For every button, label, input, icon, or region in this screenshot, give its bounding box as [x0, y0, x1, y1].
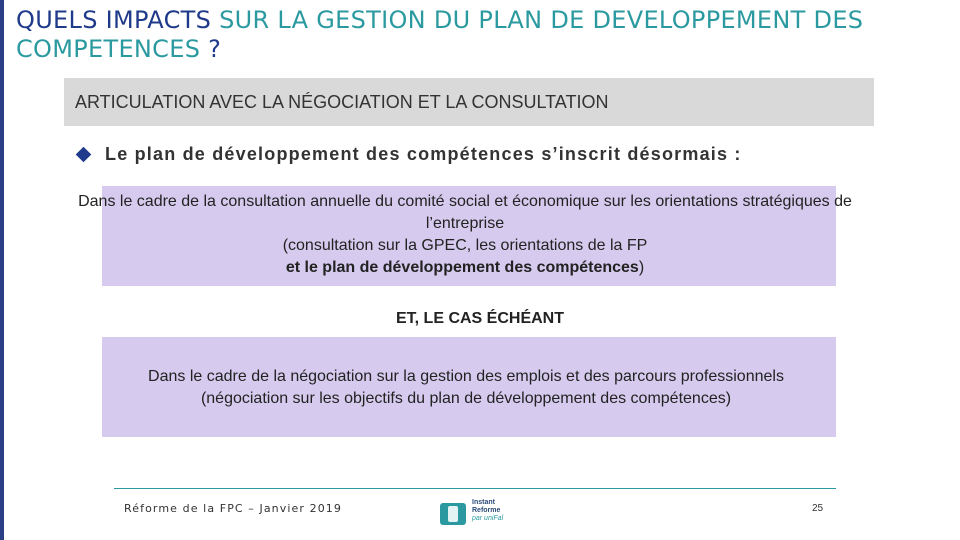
negotiation-text: [50, 366, 882, 410]
section-heading-band: [64, 78, 874, 126]
connector-text: ET, LE CAS ÉCHÉANT: [395, 310, 564, 327]
title-part-2: SUR LA GESTION DU PLAN DE DEVELOPPEMENT DES COMPETENCES: [16, 6, 864, 63]
page-number: 25: [812, 503, 824, 514]
logo-mark-icon: [440, 503, 466, 525]
consultation-line-2: (consultation sur la GPEC, les orientations de la FP: [282, 237, 648, 254]
consultation-line-3-end: ): [638, 259, 645, 276]
title-part-1: QUELS IMPACTS: [16, 6, 220, 34]
logo-line-2: Reforme: [472, 507, 501, 514]
diamond-bullet-icon: [76, 146, 92, 162]
negotiation-line-1: Dans le cadre de la négociation sur la gestion des emplois et des parcours professionnels: [148, 368, 784, 385]
bullet-text: Le plan de développement des compétences s’inscrit désormais :: [105, 143, 742, 164]
consultation-line-1: Dans le cadre de la consultation annuelle du comité social et économique sur les orientations stratégiques de l’entreprise: [78, 193, 852, 232]
negotiation-line-2: (négociation sur les objectifs du plan de développement des compétences): [200, 390, 732, 407]
logo-line-3: par uniFal: [472, 515, 504, 522]
slide-title: [16, 6, 916, 64]
footer-divider: [114, 488, 836, 489]
section-heading: ARTICULATION AVEC LA NÉGOCIATION ET LA CONSULTATION: [75, 92, 609, 112]
footer-text: Réforme de la FPC – Janvier 2019: [124, 502, 343, 515]
consultation-line-3: [60, 257, 870, 279]
left-accent-bar: [0, 0, 4, 540]
consultation-text: [60, 191, 870, 279]
instant-reforme-logo: [440, 498, 510, 528]
title-part-3: ?: [200, 35, 222, 63]
logo-wordmark: [472, 499, 503, 523]
bullet-row: [76, 142, 742, 166]
consultation-line-3-bold: et le plan de développement des compétences: [285, 259, 639, 276]
logo-line-1: Instant: [472, 499, 495, 506]
